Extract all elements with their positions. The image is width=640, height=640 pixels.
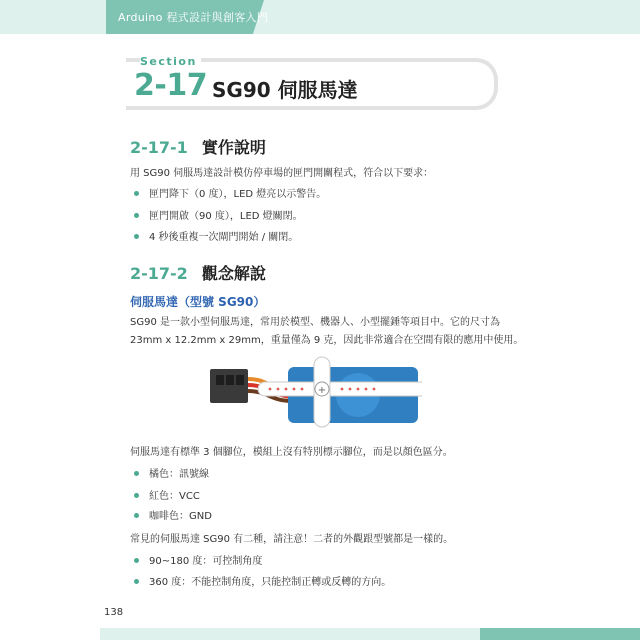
section-number: 2-17 [134,68,208,103]
section-title: SG90 伺服馬達 [212,78,358,102]
header-band [0,0,640,34]
bullet-icon [134,234,139,239]
intro-paragraph: 用 SG90 伺服馬達設計模仿停車場的匣門開關程式，符合以下要求： [130,168,434,179]
list-item: 咖啡色：GND [134,507,212,522]
pins-intro: 伺服馬達有標準 3 個腳位，模組上沒有特別標示腳位，而是以顏色區分。 [130,447,453,458]
section-label: Section [140,55,201,68]
list-item: 匣門降下（0 度），LED 燈亮以示警告。 [134,185,326,200]
footer-band [100,628,480,640]
list-item: 橘色：訊號線 [134,465,209,480]
bullet-icon [134,191,139,196]
subheading-servo: 伺服馬達（型號 SG90） [130,295,266,309]
heading-number: 2-17-1 [130,138,188,157]
heading-implementation [130,135,266,158]
list-item: 4 秒後重複一次閘門開始 / 關閉。 [134,228,298,243]
servo-description-line1: SG90 是一款小型伺服馬達，常用於模型、機器人、小型擺錘等項目中。它的尺寸為 [130,317,500,328]
connector-plug [210,369,248,403]
bullet-icon [134,558,139,563]
bullet-icon [134,579,139,584]
page-number: 138 [104,607,124,618]
bullet-icon [134,493,139,498]
list-item: 360 度：不能控制角度，只能控制正轉或反轉的方向。 [134,573,391,588]
bullet-icon [134,471,139,476]
svg-text:+: + [317,385,327,396]
footer-tab [480,628,640,640]
heading-text: 實作說明 [201,138,266,157]
book-title: Arduino 程式設計與創客入門 [118,11,269,24]
heading-number: 2-17-2 [130,264,188,283]
types-intro: 常見的伺服馬達 SG90 有二種，請注意！二者的外觀跟型號都是一樣的。 [130,534,454,545]
bullet-icon [134,213,139,218]
bullet-icon [134,513,139,518]
servo-motor-illustration [208,353,422,433]
list-item: 匣門開啟（90 度），LED 燈關閉。 [134,207,303,222]
heading-concept [130,261,266,284]
list-item: 90~180 度：可控制角度 [134,552,262,567]
servo-description-line2: 23mm x 12.2mm x 29mm，重量僅為 9 克，因此非常適合在空間有限的應用中使用。 [130,335,524,346]
list-item: 紅色：VCC [134,487,200,502]
heading-text: 觀念解說 [201,264,266,283]
servo-horn [258,382,422,396]
